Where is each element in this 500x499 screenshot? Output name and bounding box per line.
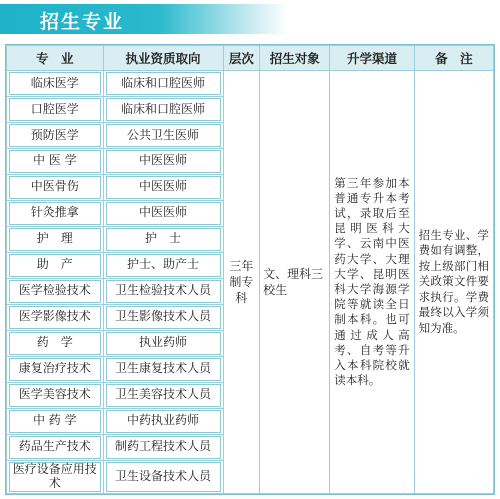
qualification-cell (103, 408, 223, 434)
remark-cell (414, 71, 493, 494)
program-cell (7, 434, 104, 460)
program-name: 医学检验技术 (9, 280, 101, 303)
col-header-level: 层次 (223, 46, 260, 71)
qualification-cell (103, 278, 223, 304)
program-name: 护 理 (9, 228, 101, 251)
program-cell (7, 200, 104, 226)
channel-cell (330, 71, 414, 494)
qualification-cell (103, 252, 223, 278)
qualification-name: 卫生检验技术人员 (106, 280, 221, 303)
level-cell (223, 71, 260, 494)
program-cell (7, 304, 104, 330)
program-cell (7, 460, 104, 493)
remark-text: 招生专业、学费如有调整，按上级部门相关政策文件要求执行。学费最终以入学须知为准。 (418, 227, 489, 335)
col-header-target: 招生对象 (260, 46, 330, 71)
program-name: 医学影像技术 (9, 306, 101, 329)
col-header-qualification: 执业资质取向 (103, 46, 223, 71)
program-name: 中 医 学 (9, 150, 101, 173)
qualification-name: 护 士 (106, 228, 221, 251)
qualification-name: 临床和口腔医师 (106, 98, 221, 121)
qualification-name: 公共卫生医师 (106, 124, 221, 147)
qualification-cell (103, 304, 223, 330)
qualification-cell (103, 174, 223, 200)
program-name: 针灸推拿 (9, 202, 101, 225)
program-name: 中 药 学 (9, 410, 101, 433)
qualification-name: 卫生设备技术人员 (106, 462, 221, 492)
qualification-name: 制药工程技术人员 (106, 436, 221, 459)
qualification-name: 卫生美容技术人员 (106, 384, 221, 407)
program-cell (7, 356, 104, 382)
program-name: 中医骨伤 (9, 176, 101, 199)
program-name: 医疗设备应用技术 (9, 462, 101, 492)
col-header-remark: 备 注 (414, 46, 493, 71)
program-name: 药 学 (9, 332, 101, 355)
qualification-name: 中药执业药师 (106, 410, 221, 433)
program-name: 口腔医学 (9, 98, 101, 121)
table-row (7, 71, 494, 97)
program-name: 临床医学 (9, 72, 101, 95)
program-name: 预防医学 (9, 124, 101, 147)
program-name: 药品生产技术 (9, 436, 101, 459)
program-name: 康复治疗技术 (9, 358, 101, 381)
qualification-name: 执业药师 (106, 332, 221, 355)
program-cell (7, 252, 104, 278)
channel-text: 第三年参加本普通专升本考试，录取后至昆明医科大学、云南中医药大学、大理大学、昆明医科大学海源学院等就读全日制本科。也可通过成人高考、自考等升入本科院校就读本科。 (334, 175, 410, 388)
enrollment-table (5, 44, 495, 495)
qualification-cell (103, 434, 223, 460)
qualification-name: 卫生康复技术人员 (106, 358, 221, 381)
program-cell (7, 96, 104, 122)
program-cell (7, 122, 104, 148)
program-cell (7, 226, 104, 252)
qualification-name: 中医医师 (106, 150, 221, 173)
qualification-cell (103, 122, 223, 148)
qualification-cell (103, 382, 223, 408)
qualification-cell (103, 460, 223, 493)
qualification-cell (103, 330, 223, 356)
program-name: 助 产 (9, 254, 101, 277)
program-cell (7, 174, 104, 200)
qualification-name: 中医医师 (106, 176, 221, 199)
col-header-program: 专 业 (7, 46, 104, 71)
target-text: 文、理科三校生 (263, 266, 324, 297)
qualification-cell (103, 356, 223, 382)
program-cell (7, 330, 104, 356)
program-cell (7, 382, 104, 408)
target-cell (260, 71, 330, 494)
qualification-cell (103, 148, 223, 174)
qualification-name: 护士、助产士 (106, 254, 221, 277)
level-text: 三年制专科 (229, 258, 254, 306)
qualification-name: 卫生影像技术人员 (106, 306, 221, 329)
program-cell (7, 278, 104, 304)
section-title: 招生专业 (40, 11, 125, 33)
program-cell (7, 408, 104, 434)
table-header-row (7, 46, 494, 71)
qualification-name: 中医医师 (106, 202, 221, 225)
program-cell (7, 71, 104, 97)
qualification-cell (103, 200, 223, 226)
col-header-channel: 升学渠道 (330, 46, 414, 71)
program-name: 医学美容技术 (9, 384, 101, 407)
qualification-cell (103, 226, 223, 252)
qualification-cell (103, 96, 223, 122)
program-cell (7, 148, 104, 174)
qualification-cell (103, 71, 223, 97)
qualification-name: 临床和口腔医师 (106, 72, 221, 95)
